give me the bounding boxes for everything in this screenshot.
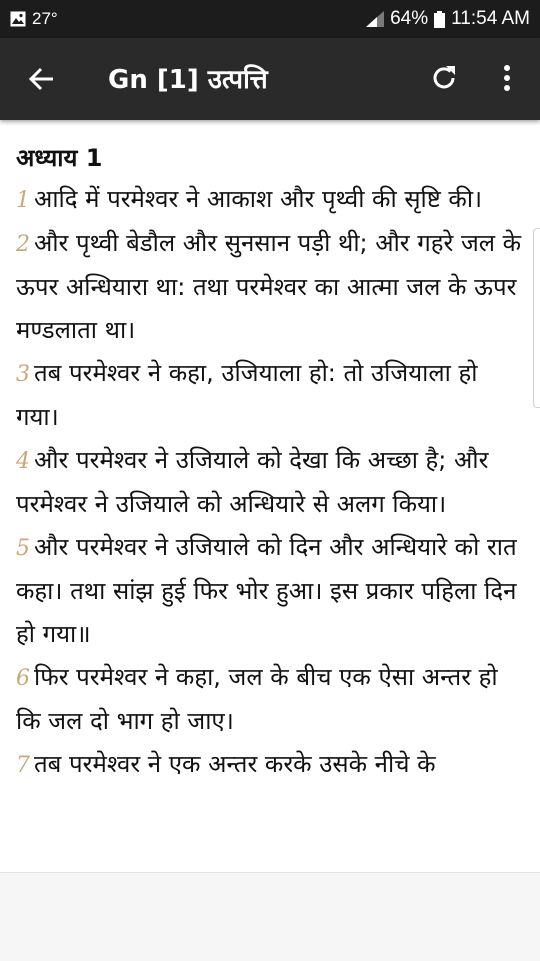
- verse: [16, 526, 524, 656]
- verse: [16, 743, 524, 787]
- verse-number: 1: [16, 188, 30, 213]
- battery-icon: [434, 11, 445, 28]
- chapter-heading: अध्याय 1: [16, 144, 103, 172]
- bottom-panel: [0, 872, 540, 961]
- battery-percent: 64%: [390, 8, 429, 29]
- temperature-text: 27°: [32, 9, 58, 28]
- verse: [16, 222, 524, 352]
- verse-number: 7: [16, 753, 30, 778]
- refresh-icon[interactable]: [428, 62, 460, 94]
- verse: [16, 439, 524, 526]
- verse-number: 5: [16, 536, 30, 561]
- verse-number: 2: [16, 232, 30, 257]
- verse-text: और परमेश्वर ने उजियाले को देखा कि अच्छा है; और परमेश्वर ने उजियाले को अन्धियारे से अलग किया।: [16, 446, 489, 518]
- verse-number: 4: [16, 449, 30, 474]
- status-bar: [0, 0, 540, 38]
- verse: [16, 656, 524, 743]
- more-vertical-icon[interactable]: [496, 62, 518, 94]
- verse-text: फिर परमेश्वर ने कहा, जल के बीच एक ऐसा अन्तर हो कि जल दो भाग हो जाए।: [16, 663, 498, 735]
- status-right: [366, 8, 530, 30]
- verse-number: 6: [16, 666, 30, 691]
- verse-text: और पृथ्वी बेडौल और सुनसान पड़ी थी; और गहरे जल के ऊपर अन्धियारा था: तथा परमेश्वर का आत्मा जल के ऊपर मण्डलाता था।: [16, 229, 522, 344]
- page-title: Gn [1] उत्पत्ति: [108, 65, 268, 95]
- app-bar: [0, 38, 540, 120]
- verse-number: 3: [16, 362, 30, 387]
- image-notification-icon: [10, 11, 26, 27]
- verse-text: आदि में परमेश्वर ने आकाश और पृथ्वी की सृष्टि की।: [34, 185, 483, 213]
- status-left: [10, 9, 58, 29]
- chapter-content[interactable]: [16, 138, 524, 872]
- verse-text: और परमेश्वर ने उजियाले को दिन और अन्धियारे को रात कहा। तथा सांझ हुई फिर भोर हुआ। इस प्रकार पहिला दिन हो गया॥: [16, 533, 517, 648]
- back-arrow-icon[interactable]: [26, 63, 58, 95]
- verse: [16, 178, 524, 222]
- verse-text: तब परमेश्वर ने कहा, उजियाला हो: तो उजियाला हो गया।: [16, 359, 478, 431]
- signal-icon: [366, 11, 384, 27]
- scroll-handle[interactable]: [533, 228, 540, 408]
- clock: 11:54 AM: [451, 8, 530, 29]
- verse: [16, 352, 524, 439]
- verse-text: तब परमेश्वर ने एक अन्तर करके उसके नीचे के: [34, 750, 436, 778]
